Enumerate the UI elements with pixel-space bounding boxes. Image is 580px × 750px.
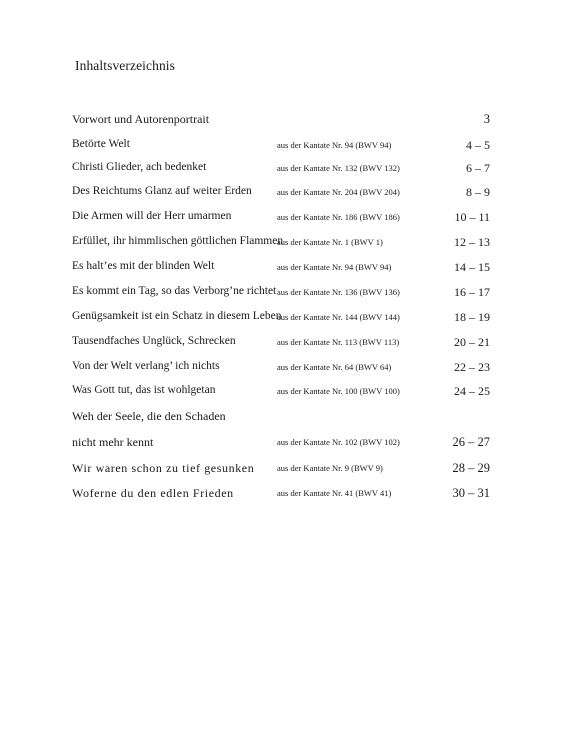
toc-entry: [0, 185, 580, 205]
entry-source: aus der Kantate Nr. 100 (BWV 100): [277, 386, 400, 396]
entry-title: Betörte Welt: [72, 138, 130, 150]
entry-title: Tausendfaches Unglück, Schrecken: [72, 335, 236, 347]
toc-entry: [0, 285, 580, 305]
entry-pages: 22 – 23: [454, 360, 490, 374]
entry-pages: 20 – 21: [454, 335, 490, 349]
toc-entry: [0, 384, 580, 404]
toc-entry: [0, 138, 580, 158]
toc-entry: [0, 435, 580, 455]
entry-source: aus der Kantate Nr. 64 (BWV 64): [277, 362, 392, 372]
toc-entry: [0, 409, 580, 429]
entry-title: Christi Glieder, ach bedenket: [72, 161, 207, 173]
entry-source: aus der Kantate Nr. 113 (BWV 113): [277, 337, 400, 347]
entry-title: Von der Welt verlang’ ich nichts: [72, 360, 220, 372]
toc-entry: [0, 360, 580, 380]
entry-title: nicht mehr kennt: [72, 435, 154, 449]
entry-title: Weh der Seele, die den Schaden: [72, 409, 226, 423]
entry-pages: 12 – 13: [454, 235, 490, 249]
toc-entry: [0, 260, 580, 280]
entry-title: Wir waren schon zu tief gesunken: [72, 461, 255, 475]
entry-pages: 8 – 9: [466, 185, 490, 199]
toc-entry: [0, 310, 580, 330]
toc-entry: [0, 486, 580, 506]
toc-entry: [0, 335, 580, 355]
entry-title: Des Reichtums Glanz auf weiter Erden: [72, 185, 252, 197]
entry-title: Vorwort und Autorenportrait: [72, 112, 210, 126]
entry-title: Es kommt ein Tag, so das Verborg’ne richtet: [72, 285, 277, 297]
entry-source: aus der Kantate Nr. 9 (BWV 9): [277, 463, 383, 473]
entry-pages: 28 – 29: [452, 461, 490, 475]
entry-source: aus der Kantate Nr. 204 (BWV 204): [277, 187, 400, 197]
entry-pages: 26 – 27: [452, 435, 490, 449]
toc-entry: [0, 210, 580, 230]
entry-source: aus der Kantate Nr. 94 (BWV 94): [277, 140, 392, 150]
entry-pages: 30 – 31: [452, 486, 490, 500]
toc-entry-vorwort: [0, 112, 580, 132]
entry-pages: 14 – 15: [454, 260, 490, 274]
entry-title: Genügsamkeit ist ein Schatz in diesem Leben: [72, 310, 282, 322]
entry-source: aus der Kantate Nr. 1 (BWV 1): [277, 237, 383, 247]
entry-pages: 24 – 25: [454, 384, 490, 398]
page-title: Inhaltsverzeichnis: [75, 58, 176, 73]
entry-pages: 10 – 11: [454, 210, 490, 224]
entry-source: aus der Kantate Nr. 186 (BWV 186): [277, 212, 400, 222]
entry-source: aus der Kantate Nr. 41 (BWV 41): [277, 488, 392, 498]
entry-pages: 3: [483, 112, 490, 126]
entry-title: Die Armen will der Herr umarmen: [72, 210, 232, 222]
entry-pages: 4 – 5: [466, 138, 490, 152]
entry-title: Woferne du den edlen Frieden: [72, 486, 234, 500]
entry-title: Es halt’es mit der blinden Welt: [72, 260, 215, 272]
entry-title: Was Gott tut, das ist wohlgetan: [72, 384, 216, 396]
entry-pages: 6 – 7: [466, 161, 490, 175]
toc-entry: [0, 461, 580, 481]
entry-pages: 18 – 19: [454, 310, 490, 324]
entry-title: Erfüllet, ihr himmlischen göttlichen Flammen: [72, 235, 284, 247]
entry-source: aus der Kantate Nr. 144 (BWV 144): [277, 312, 400, 322]
entry-source: aus der Kantate Nr. 132 (BWV 132): [277, 163, 400, 173]
entry-pages: 16 – 17: [454, 285, 490, 299]
entry-source: aus der Kantate Nr. 102 (BWV 102): [277, 437, 400, 447]
entry-source: aus der Kantate Nr. 94 (BWV 94): [277, 262, 392, 272]
toc-entry: [0, 235, 580, 255]
toc-entry: [0, 161, 580, 181]
entry-source: aus der Kantate Nr. 136 (BWV 136): [277, 287, 400, 297]
